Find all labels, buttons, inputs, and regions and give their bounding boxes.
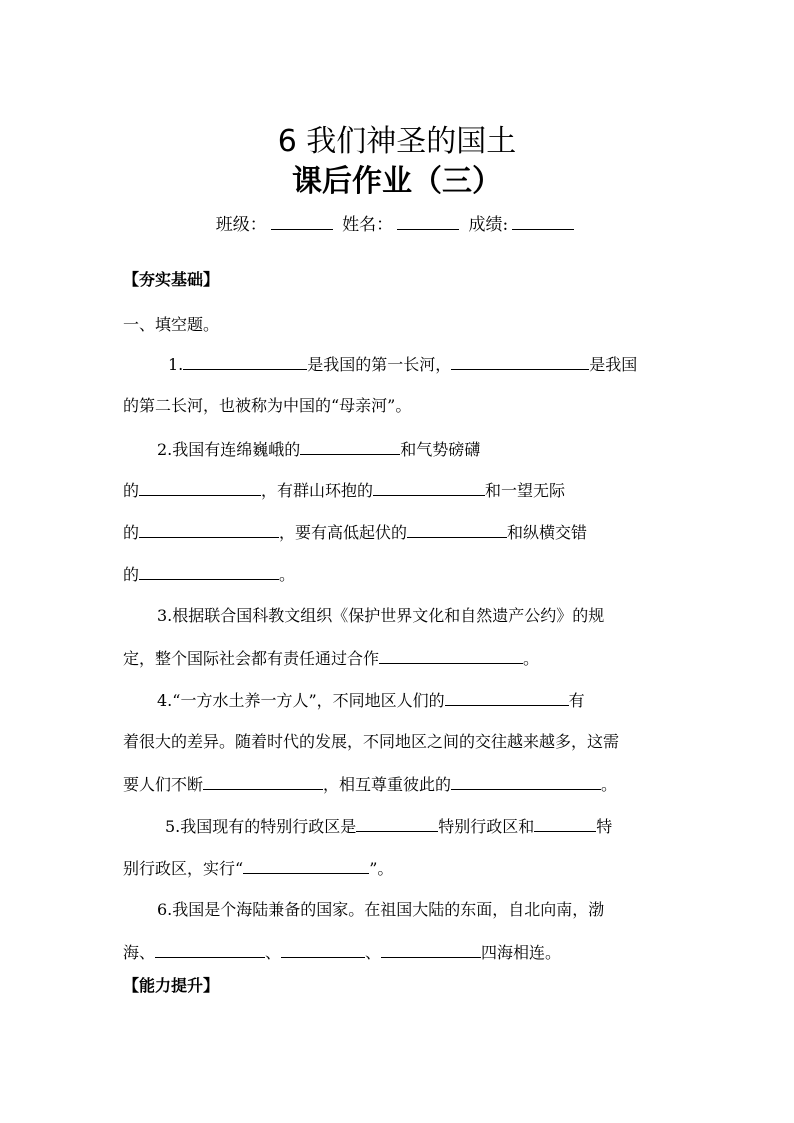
question-3-line-2 [123,646,539,671]
q3-number: 3. [157,606,173,625]
q2-blank-5[interactable] [407,520,507,538]
q6-text-c: 、 [265,943,282,962]
question-3-line-1 [157,604,604,628]
question-1-line-1 [168,352,637,377]
section-heading-basics: 【夯实基础】 [123,270,220,289]
q1-text-b: 是我国 [589,355,638,374]
q4-text-a: “一方水土养一方人”，不同地区人们的 [172,691,445,710]
question-5-line-2 [123,856,393,881]
page-subtitle: 课后作业（三） [292,164,502,199]
q3-blank-1[interactable] [379,646,523,664]
question-2-line-3 [123,520,587,545]
name-blank[interactable] [397,213,459,230]
q2-text-g: ，要有高低起伏的 [279,523,408,542]
question-2-line-4 [123,562,295,587]
q3-text-a: 根据联合国科教文组织《保护世界文化和自然遗产公约》的规 [172,606,605,625]
q6-number: 6. [157,900,173,919]
q2-blank-6[interactable] [139,562,279,580]
q4-blank-3[interactable] [451,772,601,790]
q2-text-h: 和纵横交错 [507,523,588,542]
q4-text-d: 要人们不断 [123,775,204,794]
q5-text-d: 别行政区，实行“ [123,859,244,878]
q4-text-b: 有 [568,691,585,710]
q2-blank-3[interactable] [373,478,485,496]
q2-text-f: 的 [123,523,140,542]
q5-number: 5. [165,817,181,836]
q4-number: 4. [157,691,173,710]
q2-text-a: 我国有连绵巍峨的 [172,440,301,459]
question-4-line-1 [157,688,585,713]
q1-blank-1[interactable] [183,352,307,370]
question-2-line-2 [123,478,565,503]
page-title: 6 我们神圣的国土 [277,124,517,159]
q6-text-d: 、 [365,943,382,962]
student-info-row [0,212,794,238]
q2-text-d: ，有群山环抱的 [261,481,374,500]
question-5-line-1 [165,814,612,839]
q2-text-e: 和一望无际 [485,481,566,500]
q2-text-i: 的 [123,565,140,584]
q2-blank-4[interactable] [139,520,279,538]
question-6-line-1 [157,898,604,922]
q2-blank-2[interactable] [139,478,261,496]
q6-text-e: 四海相连。 [481,943,562,962]
q6-blank-1[interactable] [155,940,265,958]
q5-blank-1[interactable] [356,814,438,832]
part-heading-fill-blank: 一、填空题。 [123,315,220,334]
score-blank[interactable] [512,213,574,230]
q1-blank-2[interactable] [451,352,589,370]
q4-text-f: 。 [601,775,618,794]
class-label: 班级： [215,215,267,235]
q5-text-e: ”。 [369,859,394,878]
q3-text-b: 定，整个国际社会都有责任通过合作 [123,649,380,668]
name-label: 姓名： [342,215,394,235]
question-4-line-3 [123,772,617,797]
q5-blank-2[interactable] [534,814,596,832]
question-1-line-2: 的第二长河，也被称为中国的“母亲河”。 [123,396,412,415]
q4-blank-2[interactable] [203,772,323,790]
q4-blank-1[interactable] [445,688,569,706]
class-blank[interactable] [271,213,333,230]
q2-text-b: 和气势磅礴 [400,440,481,459]
question-2-line-1 [157,437,480,462]
q3-text-c: 。 [523,649,540,668]
q2-number: 2. [157,440,173,459]
q1-text-a: 是我国的第一长河， [307,355,452,374]
q2-text-j: 。 [279,565,296,584]
q6-blank-2[interactable] [281,940,365,958]
q6-text-a: 我国是个海陆兼备的国家。在祖国大陆的东面，自北向南，渤 [172,900,605,919]
q6-blank-3[interactable] [381,940,481,958]
question-6-line-2 [123,940,561,965]
q5-text-c: 特 [596,817,613,836]
question-4-line-2: 着很大的差异。随着时代的发展，不同地区之间的交往越来越多，这需 [123,732,620,751]
score-label: 成绩: [468,215,509,235]
q6-text-b: 海、 [123,943,156,962]
q5-blank-3[interactable] [243,856,369,874]
q1-number: 1. [168,355,184,374]
q2-text-c: 的 [123,481,140,500]
q5-text-a: 我国现有的特别行政区是 [180,817,357,836]
section-heading-ability: 【能力提升】 [123,976,220,995]
q5-text-b: 特别行政区和 [438,817,535,836]
q4-text-e: ，相互尊重彼此的 [323,775,452,794]
q2-blank-1[interactable] [300,437,400,455]
